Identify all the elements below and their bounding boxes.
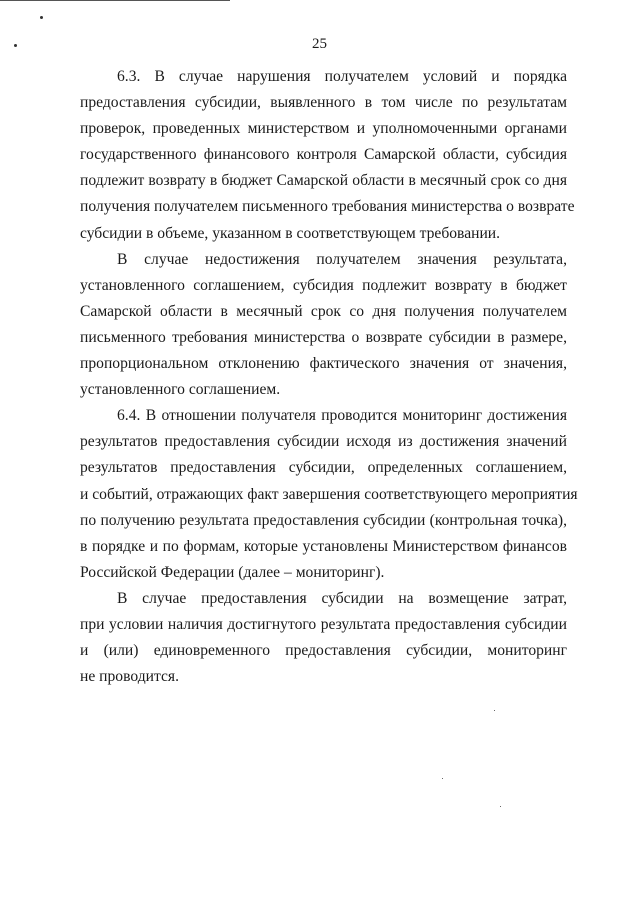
- text-line: результатов предоставления субсидии, определенных соглашением,: [80, 459, 567, 477]
- text-line: государственного финансового контроля Самарской области, субсидия: [80, 146, 567, 164]
- text-line: проверок, проведенных министерством и уполномоченными органами: [80, 120, 567, 138]
- paragraph-6-3: [80, 64, 575, 247]
- text-line: Российской Федерации (далее – мониторинг).: [80, 563, 385, 581]
- text-line: результатов предоставления субсидии исходя из достижения значений: [80, 433, 567, 451]
- text-line: при условии наличия достигнутого результата предоставления субсидии: [80, 615, 567, 633]
- text-line: предоставления субсидии, выявленного в том числе по результатам: [80, 94, 567, 112]
- text-line: подлежит возврату в бюджет Самарской области в месячный срок со дня: [80, 172, 567, 190]
- text-line: получения получателем письменного требования министерства о возврате: [80, 198, 575, 216]
- text-line: в порядке и по формам, которые установлены Министерством финансов: [80, 537, 567, 555]
- text-line: установленного соглашением.: [80, 381, 281, 399]
- top-scan-rule: [0, 0, 230, 1]
- paragraph-6-4: [80, 403, 578, 586]
- text-line: и событий, отражающих факт завершения соответствующего мероприятия: [80, 485, 578, 503]
- text-line: В случае недостижения получателем значения результата,: [117, 250, 567, 268]
- document-body: [80, 64, 578, 690]
- page-number: 25: [312, 36, 327, 52]
- scan-speck: [442, 778, 443, 779]
- scan-speck: [500, 806, 501, 807]
- text-line: и (или) единовременного предоставления субсидии, мониторинг: [80, 642, 567, 660]
- text-line: письменного требования министерства о возврате субсидии в размере,: [80, 328, 567, 346]
- text-line: субсидии в объеме, указанном в соответствующем требовании.: [80, 224, 501, 242]
- text-line: установленного соглашением, субсидия подлежит возврату в бюджет: [80, 276, 567, 294]
- text-line: по получению результата предоставления субсидии (контрольная точка),: [80, 511, 567, 529]
- paragraph-monitoring-exception: [80, 586, 567, 690]
- scan-speck: [494, 710, 495, 711]
- text-line: 6.3. В случае нарушения получателем условий и порядка: [117, 68, 567, 85]
- text-line: В случае предоставления субсидии на возмещение затрат,: [117, 589, 567, 607]
- scan-speck: [40, 16, 43, 19]
- text-line: 6.4. В отношении получателя проводится мониторинг достижения: [117, 407, 567, 425]
- text-line: Самарской области в месячный срок со дня получения получателем: [80, 302, 567, 320]
- text-line: не проводится.: [80, 668, 179, 686]
- paragraph-non-achievement: [80, 247, 567, 404]
- text-line: пропорциональном отклонению фактического значения от значения,: [80, 355, 567, 373]
